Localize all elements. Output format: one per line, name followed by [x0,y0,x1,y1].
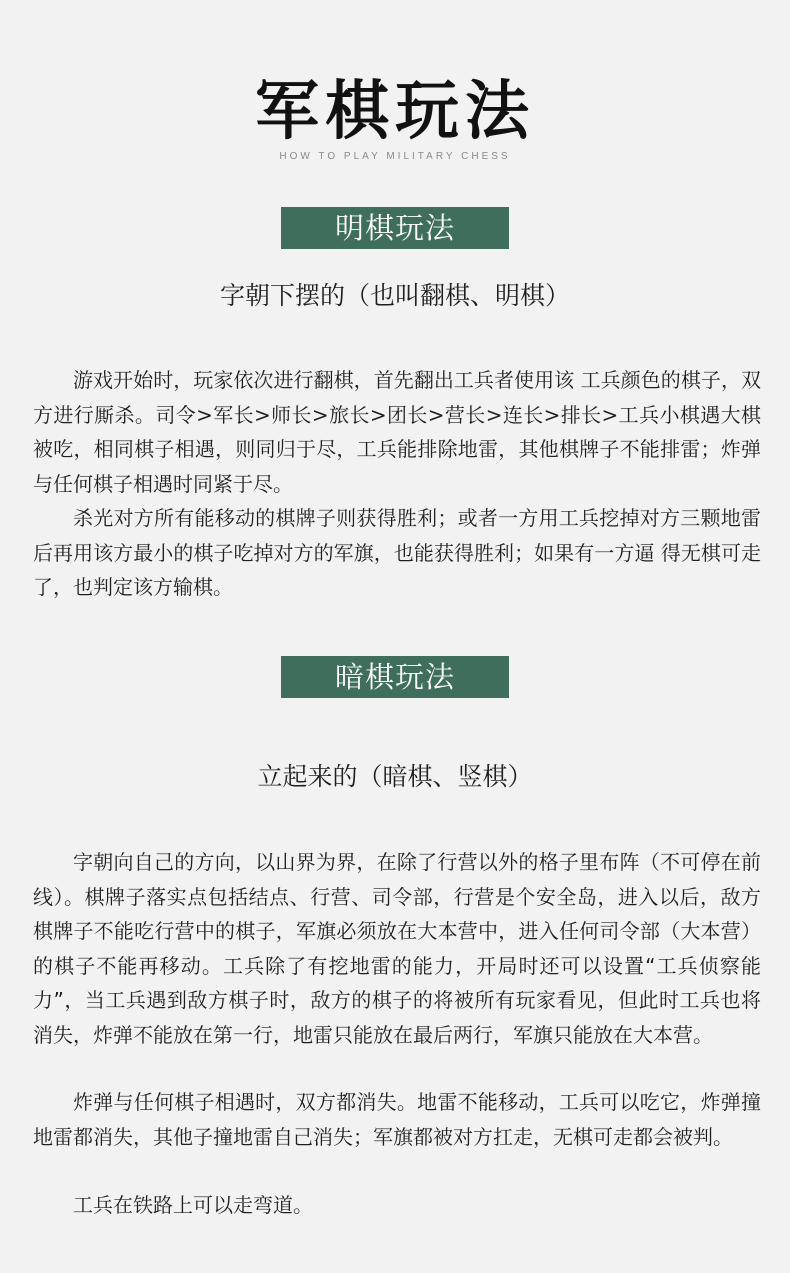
paragraph-open-chess-victory: 杀光对方所有能移动的棋牌子则获得胜利；或者一方用工兵挖掉对方三颗地雷后再用该方最小的棋子吃掉对方的军旗，也能获得胜利；如果有一方逼 得无棋可走了，也判定该方输棋。 [33,506,761,599]
section-subheading-open-chess: 字朝下摆的（也叫翻棋、明棋） [219,281,570,310]
page-title: 军棋玩法 [255,74,535,149]
paragraph-hidden-chess-setup: 字朝向自己的方向，以山界为界，在除了行营以外的格子里布阵（不可停在前线）。棋牌子落实点包括结点、行营、司令部，行营是个安全岛，进入以后，敌方棋牌子不能吃行营中的棋子，军旗必须放在大本营中，进入任何司令部（大本营）的棋子不能再移动。工兵除了有挖地雷的能力，开局时还可以设置“工兵侦察能力”，当工兵遇到敌方棋子时，敌方的棋子的将被所有玩家看见，但此时工兵也将消失，炸弹不能放在第一行，地雷只能放在最后两行，军旗只能放在大本营。 [33,850,761,1047]
paragraph-hidden-chess-railway: 工兵在铁路上可以走弯道。 [73,1193,313,1217]
paragraph-hidden-chess-bombs: 炸弹与任何棋子相遇时，双方都消失。地雷不能移动，工兵可以吃它，炸弹撞地雷都消失，其他子撞地雷自己消失；军旗都被对方扛走，无棋可走都会被判。 [33,1090,761,1149]
page-subtitle: HOW TO PLAY MILITARY CHESS [279,151,511,162]
section-badge-open-chess: 明棋玩法 [281,207,509,249]
section-badge-hidden-chess: 暗棋玩法 [281,656,509,698]
section-subheading-hidden-chess: 立起来的（暗棋、竖棋） [257,762,533,791]
paragraph-open-chess-rules: 游戏开始时，玩家依次进行翻棋，首先翻出工兵者使用该 工兵颜色的棋子，双方进行厮杀。司令>军长>师长>旅长>团长>营长>连长>排长>工兵小棋遇大棋被吃，相同棋子相遇，则同归于尽，工兵能排除地雷，其他棋牌子不能排雷；炸弹与任何棋子相遇时同紧于尽。 [33,368,761,496]
